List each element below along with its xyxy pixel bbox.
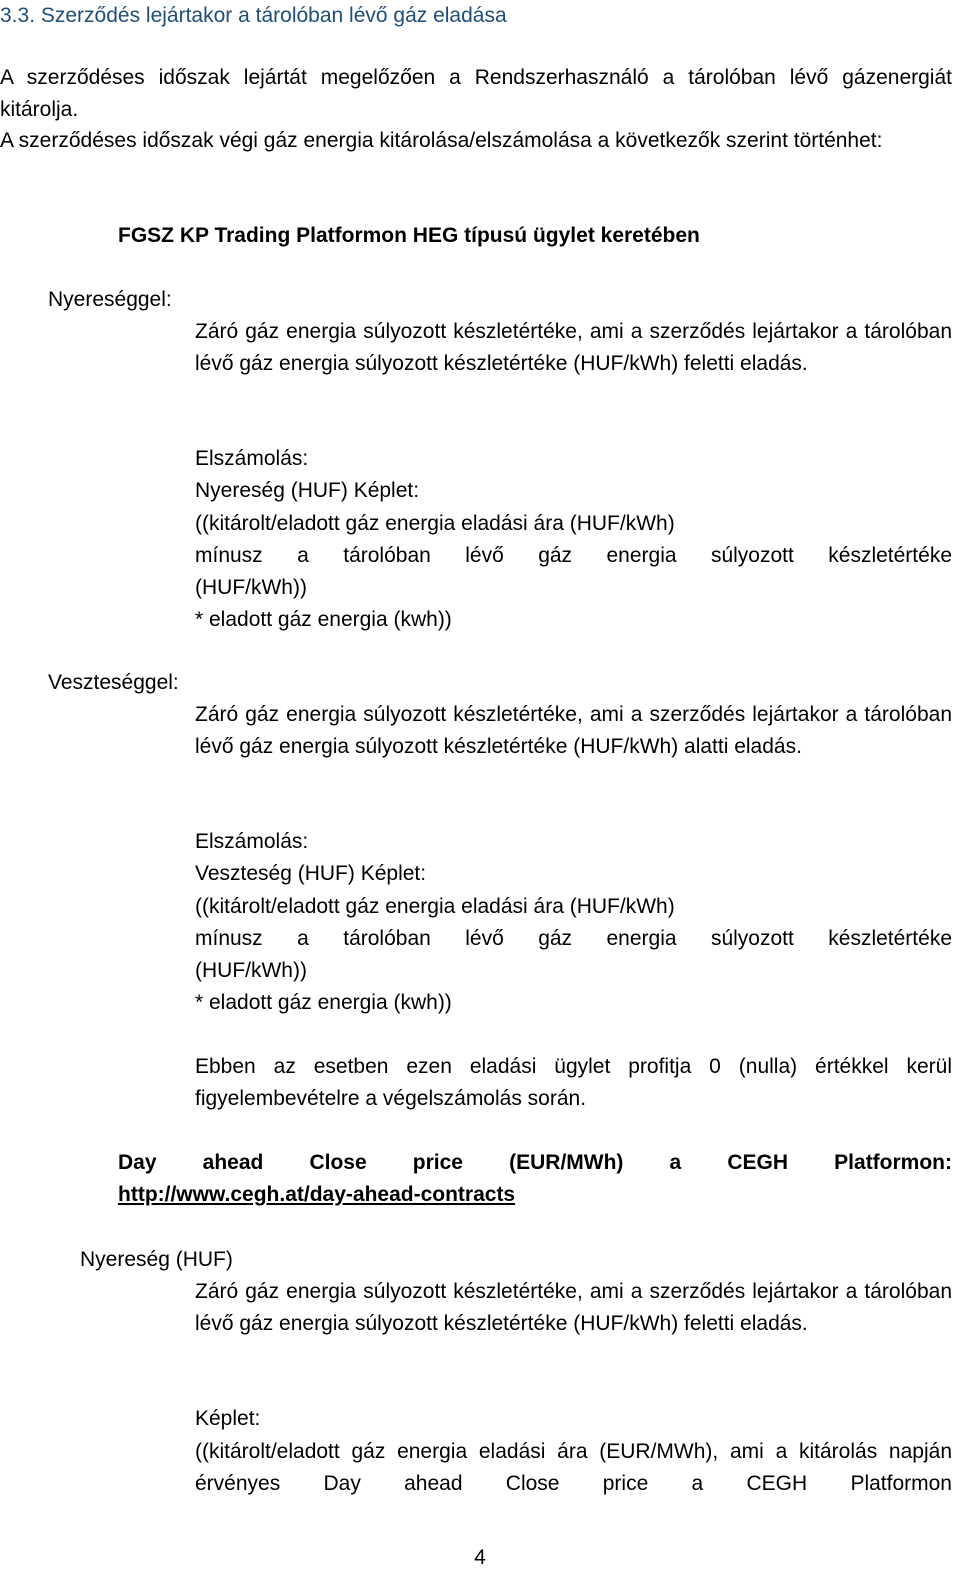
intro-paragraph-1: A szerződéses időszak lejártát megelőzően a Rendszerhasználó a tárolóban lévő gázenergiát kitárolja. [0, 66, 952, 121]
profit-description: Záró gáz energia súlyozott készletértéke, ami a szerződés lejártakor a tárolóban lévő gáz energia súlyozott készletértéke (HUF/kWh) feletti eladás. [195, 320, 952, 375]
loss-description: Záró gáz energia súlyozott készletértéke, ami a szerződés lejártakor a tárolóban lévő gáz energia súlyozott készletértéke (HUF/kWh) alatti eladás. [195, 703, 952, 758]
loss-formula-title: Veszteség (HUF) Képlet: [195, 862, 427, 885]
loss-formula-line-1: ((kitárolt/eladott gáz energia eladási ára (HUF/kWh) [195, 895, 675, 918]
loss-settlement-label: Elszámolás: [195, 830, 309, 853]
cegh-heading: Day ahead Close price (EUR/MWh) a CEGH Platformon: [118, 1151, 952, 1174]
profit-label: Nyereséggel: [48, 288, 172, 311]
loss-note: Ebben az esetben ezen eladási ügylet profitja 0 (nulla) értékkel kerül figyelembevételre a végelszámolás során. [195, 1055, 952, 1110]
cegh-profit-description: Záró gáz energia súlyozott készletértéke, ami a szerződés lejártakor a tárolóban lévő gáz energia súlyozott készletértéke (HUF/kWh) feletti eladás. [195, 1280, 952, 1335]
cegh-profit-label: Nyereség (HUF) [80, 1248, 233, 1271]
profit-formula-title: Nyereség (HUF) Képlet: [195, 479, 420, 502]
intro-paragraph-2: A szerződéses időszak végi gáz energia kitárolása/elszámolása a következők szerint történhet: [0, 129, 883, 152]
cegh-link[interactable]: http://www.cegh.at/day-ahead-contracts [118, 1183, 516, 1206]
loss-label: Veszteséggel: [48, 671, 179, 694]
profit-settlement-label: Elszámolás: [195, 447, 309, 470]
page-number: 4 [474, 1546, 486, 1569]
fgsz-subheading: FGSZ KP Trading Platformon HEG típusú ügylet keretében [118, 224, 700, 247]
loss-formula-line-3: (HUF/kWh)) [195, 959, 307, 982]
cegh-formula-line-1: ((kitárolt/eladott gáz energia eladási ára (EUR/MWh), ami a kitárolás napján érvényes Day ahead Close price a CEGH Platformon [195, 1440, 952, 1495]
loss-formula-line-2: mínusz a tárolóban lévő gáz energia súlyozott készletértéke [195, 927, 952, 950]
profit-formula-line-1: ((kitárolt/eladott gáz energia eladási ára (HUF/kWh) [195, 512, 675, 535]
profit-formula-line-3: (HUF/kWh)) [195, 576, 307, 599]
profit-formula-line-4: * eladott gáz energia (kwh)) [195, 608, 452, 631]
profit-formula-line-2: mínusz a tárolóban lévő gáz energia súlyozott készletértéke [195, 544, 952, 567]
cegh-formula-title: Képlet: [195, 1407, 261, 1430]
loss-formula-line-4: * eladott gáz energia (kwh)) [195, 991, 452, 1014]
section-heading: 3.3. Szerződés lejártakor a tárolóban lévő gáz eladása [0, 4, 507, 27]
